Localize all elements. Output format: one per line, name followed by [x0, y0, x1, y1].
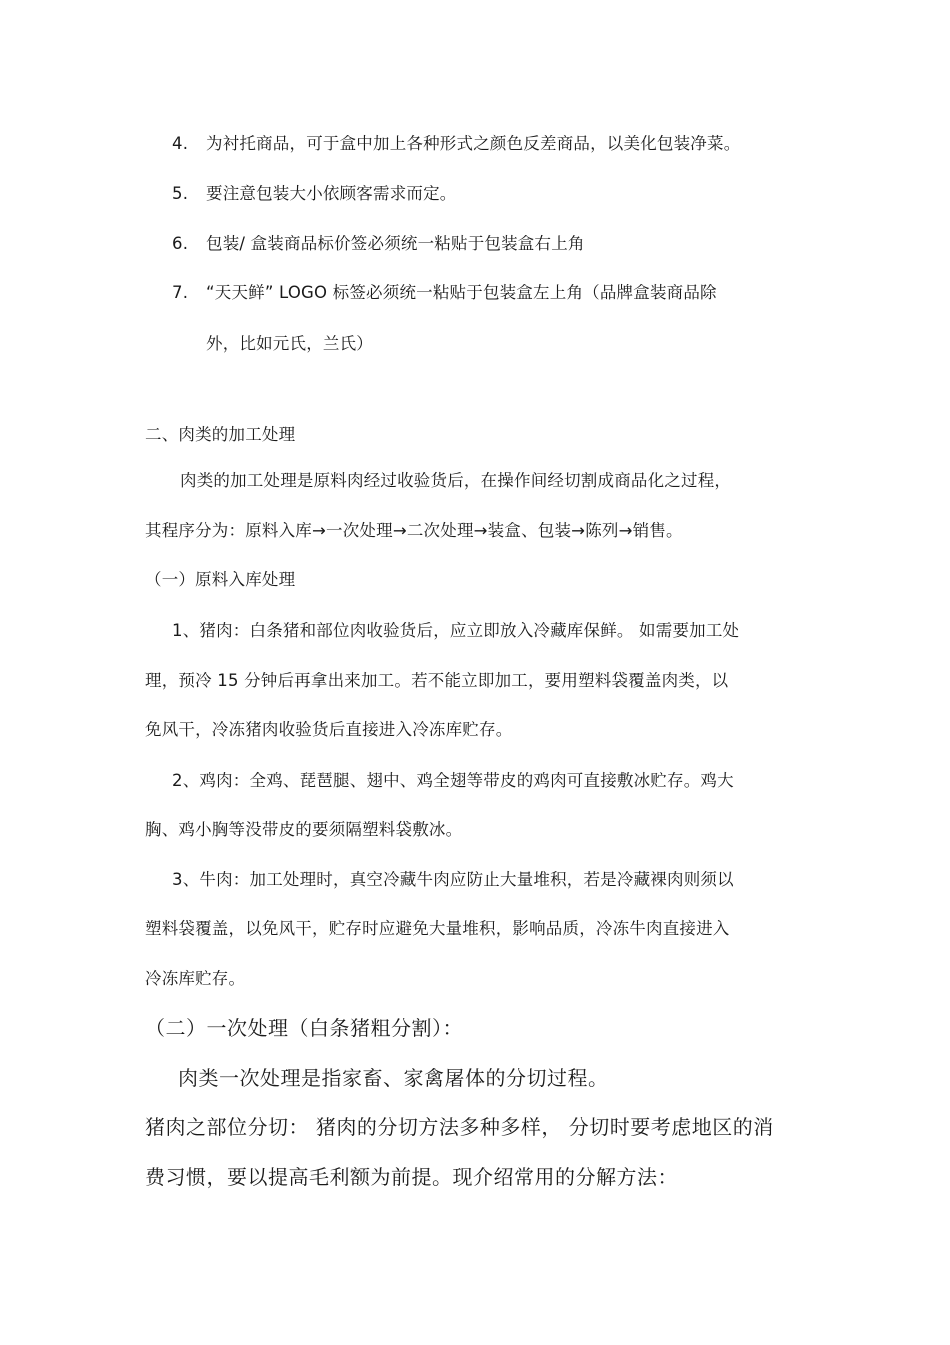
- list-item-text: 为衬托商品，可于盒中加上各种形式之颜色反差商品，以美化包装净菜。: [206, 134, 741, 153]
- paragraph-line: 肉类一次处理是指家畜、家禽屠体的分切过程。: [178, 1066, 609, 1090]
- list-item-text: 包装/ 盒装商品标价签必须统一粘贴于包装盒右上角: [206, 234, 585, 253]
- paragraph-line: 猪肉之部位分切： 猪肉的分切方法多种多样， 分切时要考虑地区的消: [145, 1115, 774, 1139]
- list-number: 7.: [172, 283, 189, 302]
- paragraph-line: 其程序分为：原料入库→一次处理→二次处理→装盒、包装→陈列→销售。: [145, 521, 683, 540]
- subsection-heading: （二）一次处理（白条猪粗分割）：: [145, 1016, 463, 1040]
- list-item-6: [172, 233, 585, 255]
- paragraph-line: 费习惯，要以提高毛利额为前提。现介绍常用的分解方法：: [145, 1165, 678, 1189]
- paragraph-line: 塑料袋覆盖，以免风干，贮存时应避免大量堆积，影响品质，冷冻牛肉直接进入: [145, 919, 730, 938]
- paragraph-line: 免风干，冷冻猪肉收验货后直接进入冷冻库贮存。: [145, 720, 513, 739]
- paragraph-line: 3、牛肉：加工处理时，真空冷藏牛肉应防止大量堆积，若是冷藏裸肉则须以: [172, 870, 734, 889]
- paragraph-line: 肉类的加工处理是原料肉经过收验货后，在操作间经切割成商品化之过程，: [180, 471, 732, 490]
- paragraph-line: 冷冻库贮存。: [145, 969, 246, 988]
- paragraph-line: 胸、鸡小胸等没带皮的要须隔塑料袋敷冰。: [145, 820, 463, 839]
- list-number: 5.: [172, 184, 189, 203]
- list-item-5: [172, 183, 457, 205]
- list-item-text: 要注意包装大小依顾客需求而定。: [206, 184, 457, 203]
- paragraph-line: 1、猪肉：白条猪和部位肉收验货后，应立即放入冷藏库保鲜。 如需要加工处: [172, 621, 740, 640]
- list-item-7-continued: 外，比如元氏，兰氏）: [206, 334, 373, 353]
- section-heading: 二、肉类的加工处理: [145, 425, 296, 444]
- subsection-heading: （一）原料入库处理: [145, 570, 296, 589]
- paragraph-line: 理，预冷 15 分钟后再拿出来加工。若不能立即加工，要用塑料袋覆盖肉类，以: [145, 671, 729, 690]
- list-number: 6.: [172, 234, 189, 253]
- list-item-text: “天天鲜” LOGO 标签必须统一粘贴于包装盒左上角（品牌盒装商品除: [206, 283, 717, 302]
- list-item-7: [172, 282, 717, 304]
- list-number: 4.: [172, 134, 189, 153]
- list-item-4: [172, 133, 740, 155]
- paragraph-line: 2、鸡肉：全鸡、琵琶腿、翅中、鸡全翅等带皮的鸡肉可直接敷冰贮存。鸡大: [172, 771, 734, 790]
